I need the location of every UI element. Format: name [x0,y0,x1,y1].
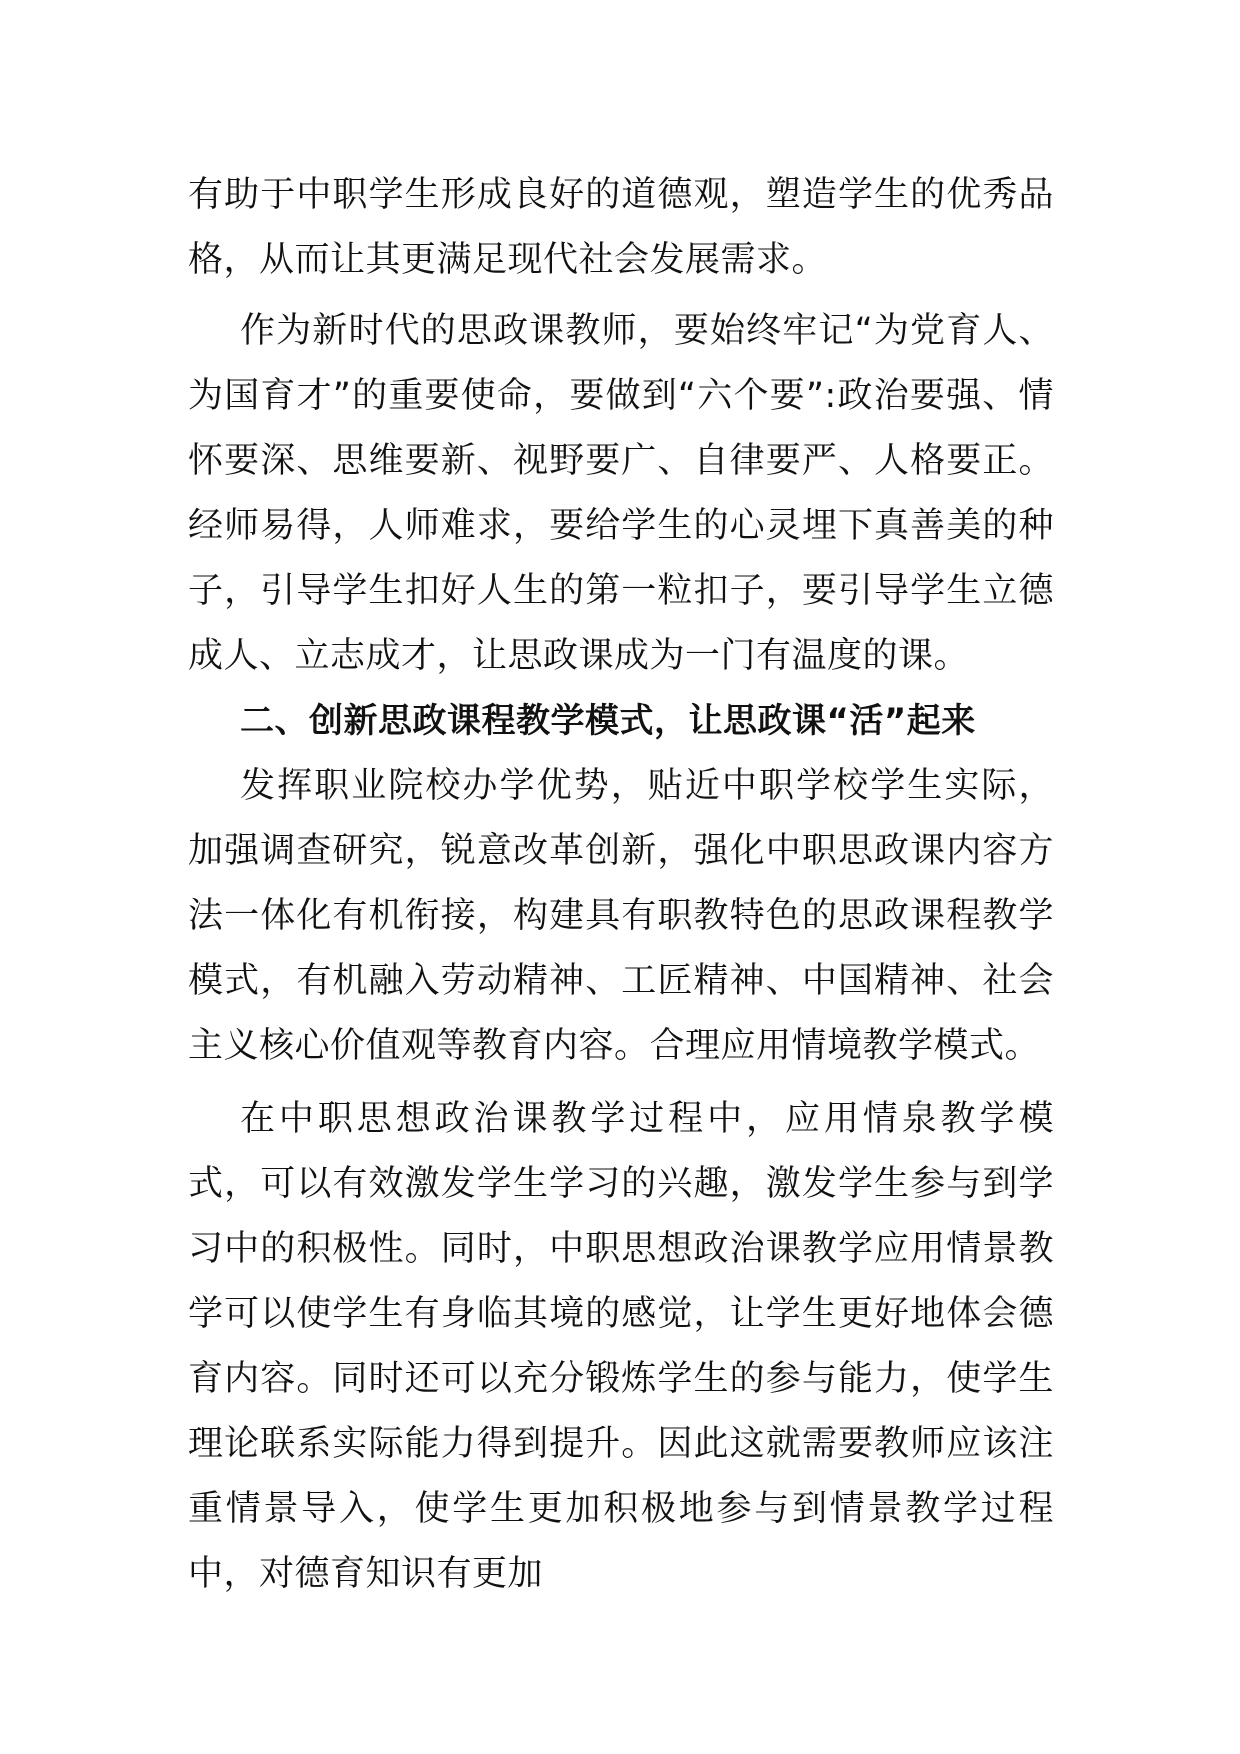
paragraph-situational-teaching: 在中职思想政治课教学过程中，应用情泉教学模式，可以有效激发学生学习的兴趣，激发学生参与到学习中的积极性。同时，中职思想政治课教学应用情景教学可以使学生有身临其境的感觉，让学生更好地体会德育内容。同时还可以充分锻炼学生的参与能力，使学生理论联系实际能力得到提升。因此这就需要教师应该注重情景导入，使学生更加积极地参与到情景教学过程中，对德育知识有更加 [188,1099,1054,1594]
document-body [188,163,1054,1607]
paragraph-moral-character: 有助于中职学生形成良好的道德观，塑造学生的优秀品格，从而让其更满足现代社会发展需求。 [188,175,1054,280]
paragraph-teacher-mission: 作为新时代的思政课教师，要始终牢记“为党育人、为国育才”的重要使命，要做到“六个要”:政治要强、情怀要深、思维要新、视野要广、自律要严、人格要正。经师易得，人师难求，要给学生的心灵埋下真善美的种子，引导学生扣好人生的第一粒扣子，要引导学生立德成人、立志成才，让思政课成为一门有温度的课。 [188,311,1054,676]
paragraph-vocational-advantages: 发挥职业院校办学优势，贴近中职学校学生实际，加强调查研究，锐意改革创新，强化中职思政课内容方法一体化有机衔接，构建具有职教特色的思政课程教学模式，有机融入劳动精神、工匠精神、中国精神、社会主义核心价值观等教育内容。合理应用情境教学模式。 [188,766,1054,1066]
section-heading-innovation: 二、创新思政课程教学模式，让思政课“活”起来 [240,701,976,741]
